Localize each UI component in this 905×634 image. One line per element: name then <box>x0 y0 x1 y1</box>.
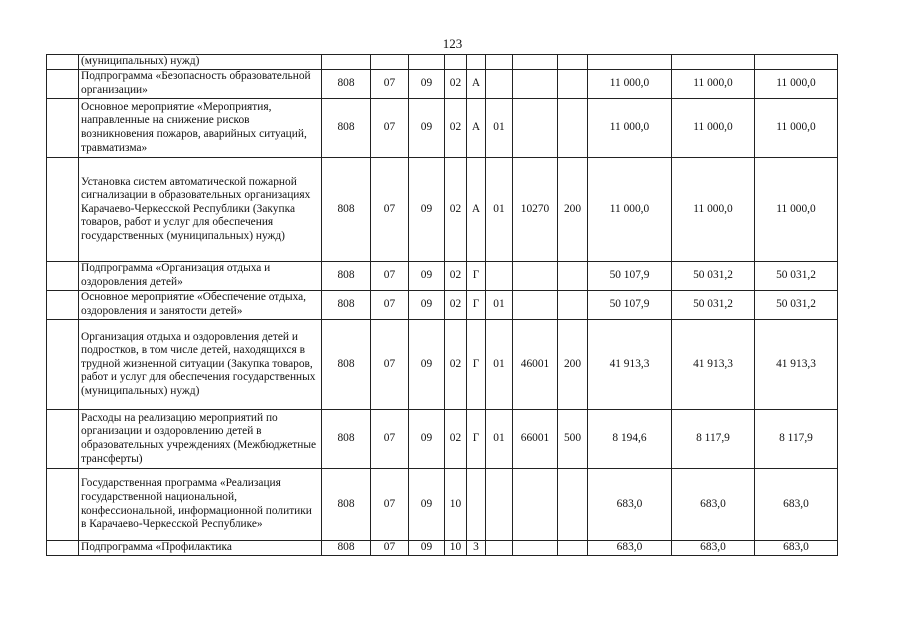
budget-table <box>46 54 838 556</box>
section-code-cell: 07 <box>371 291 409 320</box>
table-row <box>47 55 838 70</box>
subprogram-code-cell: Г <box>467 410 486 469</box>
amount-year3-cell: 11 000,0 <box>755 99 838 158</box>
ministry-code-cell: 808 <box>322 262 371 291</box>
item-name-cell: Установка систем автоматической пожарной сигнализации в образовательных организациях Карачаево-Черкесской Республики (Закупка товаров, работ и услуг для обеспечения государственных (муниципальных) нужд) <box>79 158 322 262</box>
subsection-code-cell: 09 <box>409 291 445 320</box>
amount-year1-cell <box>588 55 672 70</box>
subprogram-code-cell: Г <box>467 262 486 291</box>
item-name-cell: Организация отдыха и оздоровления детей и подростков, в том числе детей, находящихся в трудной жизненной ситуации (Закупка товаров, работ и услуг для обеспечения государственных (муниципальных) нужд) <box>79 320 322 410</box>
amount-year1-cell: 50 107,9 <box>588 262 672 291</box>
activity-code-cell <box>486 70 513 99</box>
section-code-cell: 07 <box>371 99 409 158</box>
section-code-cell <box>371 55 409 70</box>
row-number-cell <box>47 541 79 556</box>
amount-year2-cell: 11 000,0 <box>672 99 755 158</box>
program-code-cell: 10 <box>445 541 467 556</box>
ministry-code-cell <box>322 55 371 70</box>
amount-year3-cell: 50 031,2 <box>755 291 838 320</box>
section-code-cell: 07 <box>371 262 409 291</box>
subsection-code-cell: 09 <box>409 262 445 291</box>
subprogram-code-cell: А <box>467 158 486 262</box>
amount-year2-cell: 11 000,0 <box>672 158 755 262</box>
table-row <box>47 158 838 262</box>
direction-code-cell: 10270 <box>513 158 558 262</box>
program-code-cell: 02 <box>445 99 467 158</box>
program-code-cell: 02 <box>445 158 467 262</box>
subprogram-code-cell: Г <box>467 320 486 410</box>
item-name-cell: Расходы на реализацию мероприятий по организации и оздоровлению детей в образовательных учреждениях (Межбюджетные трансферты) <box>79 410 322 469</box>
row-number-cell <box>47 158 79 262</box>
amount-year2-cell: 50 031,2 <box>672 262 755 291</box>
activity-code-cell: 01 <box>486 291 513 320</box>
item-name-cell: Государственная программа «Реализация государственной национальной, конфессиональной, информационной политики в Карачаево-Черкесской Республике» <box>79 469 322 541</box>
activity-code-cell <box>486 469 513 541</box>
direction-code-cell <box>513 541 558 556</box>
section-code-cell: 07 <box>371 469 409 541</box>
ministry-code-cell: 808 <box>322 320 371 410</box>
activity-code-cell: 01 <box>486 99 513 158</box>
subsection-code-cell: 09 <box>409 70 445 99</box>
subprogram-code-cell: А <box>467 99 486 158</box>
item-name-cell: Основное мероприятие «Мероприятия, направленные на снижение рисков возникновения пожаров, аварийных ситуаций, травматизма» <box>79 99 322 158</box>
amount-year3-cell: 11 000,0 <box>755 158 838 262</box>
section-code-cell: 07 <box>371 70 409 99</box>
amount-year3-cell <box>755 55 838 70</box>
direction-code-cell <box>513 291 558 320</box>
amount-year2-cell: 683,0 <box>672 541 755 556</box>
activity-code-cell <box>486 541 513 556</box>
ministry-code-cell: 808 <box>322 158 371 262</box>
direction-code-cell <box>513 99 558 158</box>
item-name-cell: (муниципальных) нужд) <box>79 55 322 70</box>
item-name-cell: Подпрограмма «Организация отдыха и оздоровления детей» <box>79 262 322 291</box>
direction-code-cell: 66001 <box>513 410 558 469</box>
subsection-code-cell: 09 <box>409 99 445 158</box>
table-row <box>47 410 838 469</box>
ministry-code-cell: 808 <box>322 70 371 99</box>
activity-code-cell: 01 <box>486 320 513 410</box>
amount-year3-cell: 11 000,0 <box>755 70 838 99</box>
direction-code-cell: 46001 <box>513 320 558 410</box>
amount-year3-cell: 8 117,9 <box>755 410 838 469</box>
amount-year3-cell: 50 031,2 <box>755 262 838 291</box>
subsection-code-cell: 09 <box>409 469 445 541</box>
amount-year1-cell: 50 107,9 <box>588 291 672 320</box>
direction-code-cell <box>513 70 558 99</box>
row-number-cell <box>47 55 79 70</box>
table-body <box>47 55 838 556</box>
direction-code-cell <box>513 55 558 70</box>
activity-code-cell <box>486 55 513 70</box>
subsection-code-cell: 09 <box>409 541 445 556</box>
table-row <box>47 291 838 320</box>
amount-year1-cell: 683,0 <box>588 469 672 541</box>
row-number-cell <box>47 469 79 541</box>
program-code-cell: 02 <box>445 291 467 320</box>
subsection-code-cell: 09 <box>409 158 445 262</box>
amount-year1-cell: 11 000,0 <box>588 99 672 158</box>
subprogram-code-cell: Г <box>467 291 486 320</box>
expense-type-cell <box>558 99 588 158</box>
table-row <box>47 70 838 99</box>
expense-type-cell <box>558 541 588 556</box>
ministry-code-cell: 808 <box>322 541 371 556</box>
program-code-cell: 10 <box>445 469 467 541</box>
direction-code-cell <box>513 262 558 291</box>
amount-year2-cell: 11 000,0 <box>672 70 755 99</box>
page-number: 123 <box>442 36 463 51</box>
expense-type-cell: 500 <box>558 410 588 469</box>
subsection-code-cell: 09 <box>409 320 445 410</box>
amount-year1-cell: 8 194,6 <box>588 410 672 469</box>
ministry-code-cell: 808 <box>322 291 371 320</box>
subprogram-code-cell: А <box>467 70 486 99</box>
expense-type-cell <box>558 70 588 99</box>
table-row <box>47 262 838 291</box>
ministry-code-cell: 808 <box>322 99 371 158</box>
amount-year1-cell: 11 000,0 <box>588 158 672 262</box>
direction-code-cell <box>513 469 558 541</box>
row-number-cell <box>47 262 79 291</box>
section-code-cell: 07 <box>371 158 409 262</box>
subsection-code-cell <box>409 55 445 70</box>
expense-type-cell <box>558 55 588 70</box>
table-row <box>47 320 838 410</box>
program-code-cell: 02 <box>445 320 467 410</box>
activity-code-cell: 01 <box>486 158 513 262</box>
row-number-cell <box>47 410 79 469</box>
item-name-cell: Подпрограмма «Профилактика <box>79 541 322 556</box>
amount-year2-cell <box>672 55 755 70</box>
amount-year1-cell: 41 913,3 <box>588 320 672 410</box>
amount-year1-cell: 683,0 <box>588 541 672 556</box>
program-code-cell <box>445 55 467 70</box>
amount-year3-cell: 683,0 <box>755 469 838 541</box>
row-number-cell <box>47 99 79 158</box>
section-code-cell: 07 <box>371 410 409 469</box>
row-number-cell <box>47 291 79 320</box>
expense-type-cell <box>558 469 588 541</box>
section-code-cell: 07 <box>371 320 409 410</box>
expense-type-cell: 200 <box>558 320 588 410</box>
activity-code-cell <box>486 262 513 291</box>
subprogram-code-cell <box>467 469 486 541</box>
row-number-cell <box>47 70 79 99</box>
amount-year2-cell: 683,0 <box>672 469 755 541</box>
item-name-cell: Подпрограмма «Безопасность образовательной организации» <box>79 70 322 99</box>
subprogram-code-cell <box>467 55 486 70</box>
expense-type-cell: 200 <box>558 158 588 262</box>
expense-type-cell <box>558 262 588 291</box>
amount-year2-cell: 41 913,3 <box>672 320 755 410</box>
section-code-cell: 07 <box>371 541 409 556</box>
ministry-code-cell: 808 <box>322 469 371 541</box>
table-row <box>47 99 838 158</box>
table-row <box>47 469 838 541</box>
subsection-code-cell: 09 <box>409 410 445 469</box>
amount-year2-cell: 8 117,9 <box>672 410 755 469</box>
expense-type-cell <box>558 291 588 320</box>
program-code-cell: 02 <box>445 410 467 469</box>
ministry-code-cell: 808 <box>322 410 371 469</box>
activity-code-cell: 01 <box>486 410 513 469</box>
amount-year3-cell: 683,0 <box>755 541 838 556</box>
amount-year1-cell: 11 000,0 <box>588 70 672 99</box>
table-row <box>47 541 838 556</box>
program-code-cell: 02 <box>445 70 467 99</box>
program-code-cell: 02 <box>445 262 467 291</box>
item-name-cell: Основное мероприятие «Обеспечение отдыха, оздоровления и занятости детей» <box>79 291 322 320</box>
row-number-cell <box>47 320 79 410</box>
amount-year3-cell: 41 913,3 <box>755 320 838 410</box>
subprogram-code-cell: 3 <box>467 541 486 556</box>
amount-year2-cell: 50 031,2 <box>672 291 755 320</box>
